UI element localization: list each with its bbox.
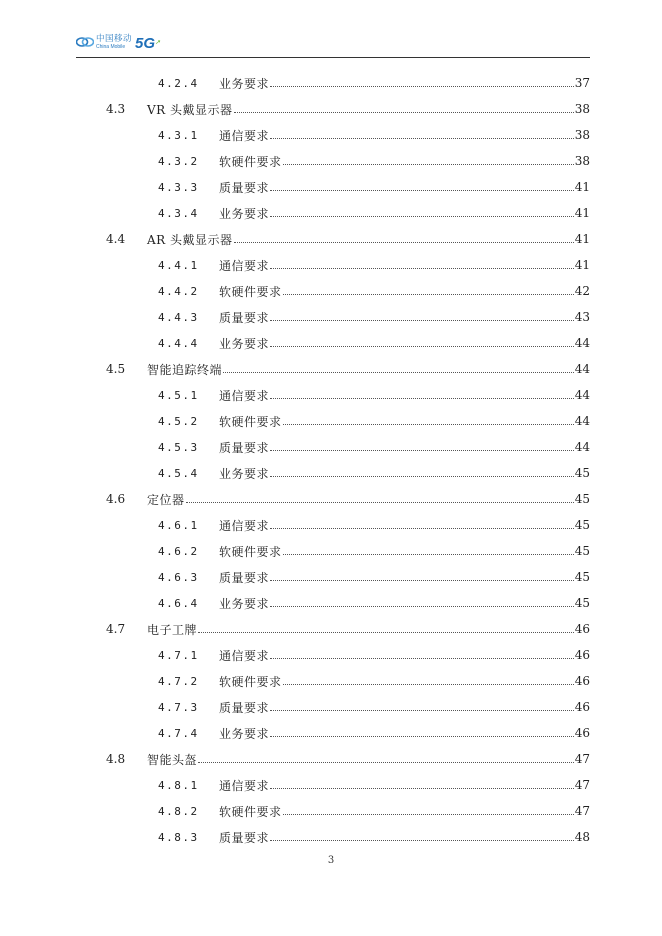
toc-dot-leader bbox=[283, 293, 574, 295]
toc-dot-leader bbox=[270, 527, 574, 529]
toc-dot-leader bbox=[270, 657, 574, 659]
toc-entry-title: 业务要求 bbox=[219, 336, 270, 351]
toc-dot-leader bbox=[270, 709, 574, 711]
toc-entry-title: 软硬件要求 bbox=[219, 544, 282, 559]
toc-entry-page: 44 bbox=[574, 388, 590, 402]
toc-entry-page: 47 bbox=[574, 778, 590, 792]
toc-entry-number: 4.3.3 bbox=[158, 180, 199, 194]
toc-entry[interactable] bbox=[158, 515, 590, 535]
toc-entry-number: 4.4.1 bbox=[158, 258, 199, 272]
toc-entry[interactable] bbox=[158, 541, 590, 561]
toc-dot-leader bbox=[270, 137, 574, 139]
toc-entry-page: 46 bbox=[574, 648, 590, 662]
toc-entry-page: 44 bbox=[574, 440, 590, 454]
toc-entry-title: 通信要求 bbox=[219, 128, 270, 143]
toc-dot-leader bbox=[283, 163, 574, 165]
toc-entry-page: 46 bbox=[574, 700, 590, 714]
toc-entry[interactable] bbox=[106, 229, 590, 249]
toc-entry-title: 业务要求 bbox=[219, 76, 270, 91]
toc-entry-number: 4.6 bbox=[106, 492, 126, 506]
toc-entry[interactable] bbox=[158, 827, 590, 847]
toc-entry-page: 46 bbox=[574, 622, 590, 636]
toc-dot-leader bbox=[270, 605, 574, 607]
toc-entry-page: 44 bbox=[574, 362, 590, 376]
toc-entry[interactable] bbox=[106, 619, 590, 639]
toc-entry-title: 业务要求 bbox=[219, 206, 270, 221]
toc-entry-page: 38 bbox=[574, 102, 590, 116]
toc-entry-number: 4.6.1 bbox=[158, 518, 199, 532]
toc-entry[interactable] bbox=[158, 177, 590, 197]
toc-entry-title: 通信要求 bbox=[219, 778, 270, 793]
page-header bbox=[76, 35, 590, 58]
toc-entry-number: 4.3.2 bbox=[158, 154, 199, 168]
toc-entry-title: 通信要求 bbox=[219, 388, 270, 403]
toc-entry-page: 45 bbox=[574, 466, 590, 480]
toc-entry-page: 37 bbox=[574, 76, 590, 90]
toc-dot-leader bbox=[270, 85, 574, 87]
toc-entry-page: 45 bbox=[574, 492, 590, 506]
toc-entry-title: 通信要求 bbox=[219, 258, 270, 273]
toc-entry[interactable] bbox=[158, 255, 590, 275]
toc-entry-page: 47 bbox=[574, 752, 590, 766]
toc-entry[interactable] bbox=[158, 593, 590, 613]
toc-dot-leader bbox=[198, 631, 574, 633]
toc-entry[interactable] bbox=[106, 359, 590, 379]
toc-entry-title: 软硬件要求 bbox=[219, 414, 282, 429]
toc-dot-leader bbox=[270, 449, 574, 451]
5g-signal-icon: ↗ bbox=[155, 40, 161, 46]
toc-entry-number: 4.7.1 bbox=[158, 648, 199, 662]
toc-entry-title: AR 头戴显示器 bbox=[147, 232, 233, 247]
toc-entry-title: 智能追踪终端 bbox=[147, 362, 223, 377]
toc-entry-number: 4.8.1 bbox=[158, 778, 199, 792]
toc-entry-page: 48 bbox=[574, 830, 590, 844]
page-number: 3 bbox=[327, 855, 335, 866]
toc-entry-number: 4.8 bbox=[106, 752, 126, 766]
toc-entry-number: 4.5.2 bbox=[158, 414, 199, 428]
toc-entry-title: 业务要求 bbox=[219, 466, 270, 481]
toc-entry[interactable] bbox=[158, 775, 590, 795]
toc-entry-number: 4.7.3 bbox=[158, 700, 199, 714]
toc-entry-number: 4.5.3 bbox=[158, 440, 199, 454]
toc-entry-number: 4.3.4 bbox=[158, 206, 199, 220]
toc-entry-number: 4.6.4 bbox=[158, 596, 199, 610]
toc-dot-leader bbox=[186, 501, 574, 503]
china-mobile-logo bbox=[76, 35, 160, 57]
toc-entry-number: 4.6.3 bbox=[158, 570, 199, 584]
toc-dot-leader bbox=[283, 423, 574, 425]
toc-entry-number: 4.6.2 bbox=[158, 544, 199, 558]
toc-entry[interactable] bbox=[158, 411, 590, 431]
toc-dot-leader bbox=[223, 371, 574, 373]
china-mobile-emblem-icon bbox=[76, 35, 94, 49]
toc-entry-title: 通信要求 bbox=[219, 648, 270, 663]
toc-entry-page: 44 bbox=[574, 336, 590, 350]
toc-entry[interactable] bbox=[158, 697, 590, 717]
toc-entry-number: 4.4.3 bbox=[158, 310, 199, 324]
toc-entry-number: 4.4.4 bbox=[158, 336, 199, 350]
toc-dot-leader bbox=[283, 813, 574, 815]
toc-entry-title: 质量要求 bbox=[219, 700, 270, 715]
toc-entry-page: 45 bbox=[574, 570, 590, 584]
toc-entry[interactable] bbox=[158, 333, 590, 353]
toc-entry[interactable] bbox=[158, 73, 590, 93]
toc-dot-leader bbox=[234, 111, 574, 113]
toc-entry-page: 46 bbox=[574, 674, 590, 688]
toc-dot-leader bbox=[270, 787, 574, 789]
toc-entry[interactable] bbox=[158, 437, 590, 457]
toc-entry[interactable] bbox=[158, 385, 590, 405]
toc-entry-title: 业务要求 bbox=[219, 726, 270, 741]
toc-entry-page: 41 bbox=[574, 232, 590, 246]
toc-entry-number: 4.5 bbox=[106, 362, 126, 376]
toc-entry[interactable] bbox=[158, 671, 590, 691]
toc-entry-page: 43 bbox=[574, 310, 590, 324]
toc-entry-page: 46 bbox=[574, 726, 590, 740]
toc-entry-number: 4.4 bbox=[106, 232, 126, 246]
toc-entry-title: 软硬件要求 bbox=[219, 284, 282, 299]
toc-entry-number: 4.7.2 bbox=[158, 674, 199, 688]
toc-entry[interactable] bbox=[158, 203, 590, 223]
toc-entry[interactable] bbox=[158, 567, 590, 587]
toc-entry-number: 4.8.3 bbox=[158, 830, 199, 844]
logo-english-text: China Mobile bbox=[96, 43, 126, 50]
toc-entry[interactable] bbox=[158, 281, 590, 301]
toc-dot-leader bbox=[270, 579, 574, 581]
toc-entry-number: 4.2.4 bbox=[158, 76, 199, 90]
toc-entry-title: 定位器 bbox=[147, 492, 185, 507]
toc-entry-title: VR 头戴显示器 bbox=[147, 102, 233, 117]
logo-chinese-text: 中国移动 bbox=[96, 34, 133, 44]
toc-entry-title: 通信要求 bbox=[219, 518, 270, 533]
toc-entry-number: 4.5.4 bbox=[158, 466, 199, 480]
toc-entry-page: 41 bbox=[574, 180, 590, 194]
toc-entry-number: 4.7.4 bbox=[158, 726, 199, 740]
toc-entry-title: 软硬件要求 bbox=[219, 674, 282, 689]
toc-entry-title: 质量要求 bbox=[219, 570, 270, 585]
toc-dot-leader bbox=[270, 319, 574, 321]
toc-dot-leader bbox=[270, 189, 574, 191]
logo-5g-mark: 5G↗ bbox=[135, 35, 161, 52]
toc-entry-page: 44 bbox=[574, 414, 590, 428]
toc-entry-number: 4.3 bbox=[106, 102, 126, 116]
toc-dot-leader bbox=[270, 839, 574, 841]
toc-entry[interactable] bbox=[158, 125, 590, 145]
toc-entry[interactable] bbox=[106, 749, 590, 769]
toc-entry-title: 软硬件要求 bbox=[219, 154, 282, 169]
toc-dot-leader bbox=[283, 553, 574, 555]
toc-entry-title: 质量要求 bbox=[219, 180, 270, 195]
toc-dot-leader bbox=[234, 241, 574, 243]
toc-entry-title: 电子工牌 bbox=[147, 622, 198, 637]
toc-dot-leader bbox=[270, 345, 574, 347]
toc-entry-number: 4.3.1 bbox=[158, 128, 199, 142]
toc-entry-page: 45 bbox=[574, 596, 590, 610]
toc-entry[interactable] bbox=[158, 723, 590, 743]
toc-entry-title: 业务要求 bbox=[219, 596, 270, 611]
toc-entry-page: 45 bbox=[574, 518, 590, 532]
toc-entry-page: 38 bbox=[574, 154, 590, 168]
toc-dot-leader bbox=[270, 215, 574, 217]
toc-entry[interactable] bbox=[106, 489, 590, 509]
toc-dot-leader bbox=[270, 735, 574, 737]
toc-entry-number: 4.4.2 bbox=[158, 284, 199, 298]
toc-entry[interactable] bbox=[158, 801, 590, 821]
toc-entry-title: 软硬件要求 bbox=[219, 804, 282, 819]
toc-entry-page: 45 bbox=[574, 544, 590, 558]
toc-dot-leader bbox=[198, 761, 574, 763]
toc-entry[interactable] bbox=[158, 307, 590, 327]
toc-entry-page: 41 bbox=[574, 206, 590, 220]
toc-entry[interactable] bbox=[158, 463, 590, 483]
toc-dot-leader bbox=[270, 475, 574, 477]
toc-entry[interactable] bbox=[106, 99, 590, 119]
toc-entry-page: 47 bbox=[574, 804, 590, 818]
toc-entry-number: 4.7 bbox=[106, 622, 126, 636]
toc-entry-page: 41 bbox=[574, 258, 590, 272]
toc-dot-leader bbox=[270, 397, 574, 399]
toc-entry[interactable] bbox=[158, 645, 590, 665]
toc-entry-title: 质量要求 bbox=[219, 310, 270, 325]
toc-entry-number: 4.5.1 bbox=[158, 388, 199, 402]
toc-entry-title: 质量要求 bbox=[219, 440, 270, 455]
toc-entry-page: 38 bbox=[574, 128, 590, 142]
toc-dot-leader bbox=[270, 267, 574, 269]
toc-entry-page: 42 bbox=[574, 284, 590, 298]
toc-entry-title: 质量要求 bbox=[219, 830, 270, 845]
toc-dot-leader bbox=[283, 683, 574, 685]
toc-entry-title: 智能头盔 bbox=[147, 752, 198, 767]
toc-entry[interactable] bbox=[158, 151, 590, 171]
toc-entry-number: 4.8.2 bbox=[158, 804, 199, 818]
